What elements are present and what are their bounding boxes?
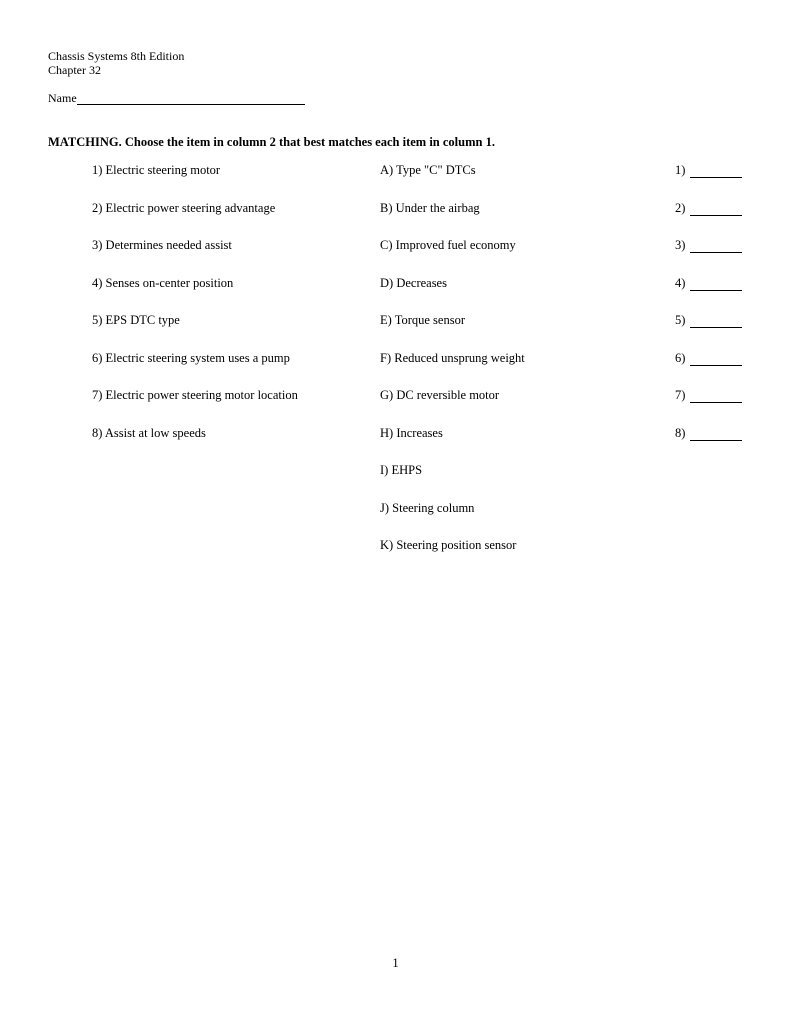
column2-item: C) Improved fuel economy [380,238,516,252]
column1-item: 1) Electric steering motor [92,163,221,177]
column1-item: 6) Electric steering system uses a pump [92,351,290,365]
name-row [48,91,305,105]
column1-item: 4) Senses on-center position [92,276,234,290]
answer-blank[interactable] [690,240,742,253]
answer-blank[interactable] [690,428,742,441]
answer-blank[interactable] [690,278,742,291]
column2-item: K) Steering position sensor [380,538,517,552]
matching-instructions: MATCHING. Choose the item in column 2 that best matches each item in column 1. [48,135,495,149]
answer-blank[interactable] [690,353,742,366]
answer-row [675,313,742,328]
column2-item: I) EHPS [380,463,423,477]
page-number: 1 [392,956,399,970]
answer-number: 4) [675,276,686,290]
column2-item: F) Reduced unsprung weight [380,351,525,365]
column2-item: H) Increases [380,426,443,440]
answer-row [675,201,742,216]
column2-item: D) Decreases [380,276,447,290]
answer-blank[interactable] [690,165,742,178]
answer-row [675,426,742,441]
column1-item: 3) Determines needed assist [92,238,232,252]
answer-row [675,238,742,253]
column1-item: 8) Assist at low speeds [92,426,206,440]
answer-number: 7) [675,388,686,402]
answer-row [675,276,742,291]
answer-row [675,163,742,178]
column2-item: J) Steering column [380,501,475,515]
answer-number: 3) [675,238,686,252]
answer-number: 1) [675,163,686,177]
column2-item: G) DC reversible motor [380,388,500,402]
column2-item: A) Type "C" DTCs [380,163,476,177]
column2-item: B) Under the airbag [380,201,480,215]
answer-blank[interactable] [690,203,742,216]
answer-row [675,388,742,403]
name-label: Name [48,91,77,105]
answer-number: 5) [675,313,686,327]
book-title: Chassis Systems 8th Edition [48,49,185,63]
column1-item: 7) Electric power steering motor location [92,388,298,402]
answer-blank[interactable] [690,390,742,403]
column2-item: E) Torque sensor [380,313,465,327]
answer-number: 2) [675,201,686,215]
chapter-label: Chapter 32 [48,63,101,77]
name-blank-line[interactable] [77,92,305,105]
answer-number: 8) [675,426,686,440]
answer-number: 6) [675,351,686,365]
column1-item: 5) EPS DTC type [92,313,180,327]
column1-item: 2) Electric power steering advantage [92,201,276,215]
answer-row [675,351,742,366]
answer-blank[interactable] [690,315,742,328]
